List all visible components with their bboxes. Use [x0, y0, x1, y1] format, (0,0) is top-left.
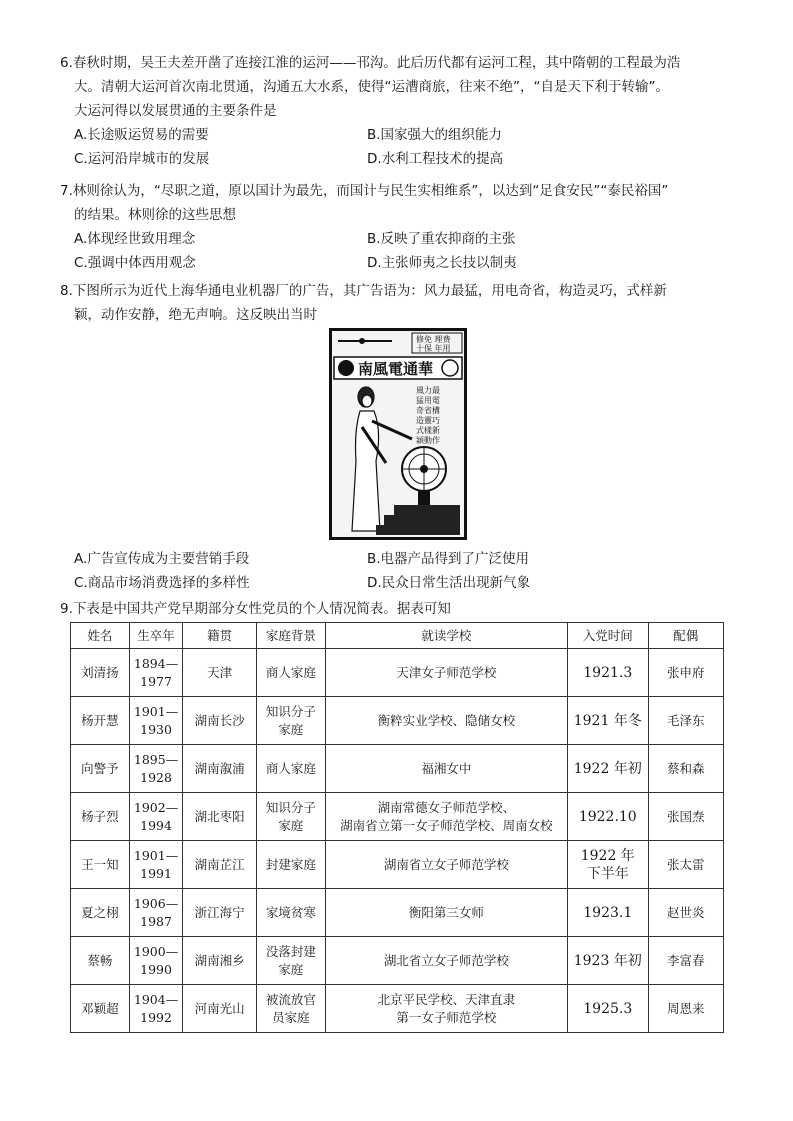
- cell-join-date: [567, 745, 648, 793]
- q7-option-b[interactable]: B.反映了重农抑商的主张: [367, 231, 516, 247]
- cell-name-line: 向警予: [81, 760, 119, 776]
- cell-family-line: 知识分子: [265, 799, 316, 815]
- cell-hometown: [183, 985, 257, 1033]
- cell-family: [256, 889, 325, 937]
- q8-option-c[interactable]: C.商品市场消费选择的多样性: [74, 575, 250, 591]
- cell-name-line: 王一知: [81, 856, 119, 872]
- cell-hometown-line: 天津: [207, 664, 233, 680]
- question-6: [60, 51, 750, 171]
- cell-join-date-line: 1922 年初: [573, 760, 642, 777]
- cell-school-line: 湖南常德女子师范学校、: [377, 799, 516, 815]
- q6-stem-line-1: 6.春秋时期，吴王夫差开凿了连接江淮的运河——邗沟。此后历代都有运河工程，其中隋朝的工程最为浩: [60, 55, 681, 71]
- q6-stem-line-2: 大。清朝大运河首次南北贯通，沟通五大水系，使得“运漕商旅，往来不绝”，“自是天下利于转输”。: [74, 79, 669, 95]
- cell-name: [71, 649, 130, 697]
- table-row: [71, 889, 724, 937]
- cell-family: [256, 841, 325, 889]
- table-row: [71, 697, 724, 745]
- header-years: 生卒年: [129, 623, 183, 649]
- cell-name: [71, 697, 130, 745]
- ad-slogan: [416, 385, 440, 445]
- table-row: [71, 745, 724, 793]
- cell-spouse-line: 张国焘: [667, 808, 705, 824]
- cell-join-date: [567, 889, 648, 937]
- cell-years-line: 1992: [140, 1009, 172, 1025]
- female-party-members-table: [70, 622, 724, 1033]
- cell-hometown-line: 湖南湘乡: [194, 952, 245, 968]
- cell-years-line: 1901—: [133, 847, 179, 863]
- cell-join-date-line: 下半年: [586, 865, 629, 882]
- cell-years-line: 1904—: [133, 991, 179, 1007]
- cell-years-line: 1990: [140, 961, 172, 977]
- cell-name-line: 夏之栩: [81, 904, 119, 920]
- cell-hometown-line: 湖南溆浦: [194, 760, 245, 776]
- ad-brand-text: 南風電通華: [358, 360, 434, 378]
- cell-school-line: 衡粹实业学校、隐储女校: [377, 712, 516, 728]
- cell-years-line: 1902—: [133, 799, 179, 815]
- cell-join-date: [567, 985, 648, 1033]
- cell-join-date: [567, 841, 648, 889]
- cell-school-line: 衡阳第三女师: [408, 904, 484, 920]
- cell-family: [256, 985, 325, 1033]
- cell-hometown-line: 河南光山: [194, 1000, 245, 1016]
- cell-join-date: [567, 697, 648, 745]
- cell-school-line: 第一女子师范学校: [396, 1009, 497, 1025]
- q8-option-a[interactable]: A.广告宣传成为主要营销手段: [74, 551, 250, 567]
- cell-years: [129, 697, 183, 745]
- q8-stem-line-2: 颖，动作安静，绝无声响。这反映出当时: [74, 307, 317, 323]
- header-family: 家庭背景: [256, 623, 325, 649]
- cell-school: [325, 889, 567, 937]
- cell-name-line: 邓颖超: [81, 1000, 119, 1016]
- cell-school: [325, 745, 567, 793]
- cell-name-line: 蔡畅: [87, 952, 113, 968]
- cell-spouse: [648, 649, 723, 697]
- cell-name: [71, 889, 130, 937]
- cell-school-line: 北京平民学校、天津直隶: [377, 991, 516, 1007]
- ad-top-right-text: 十保 年用: [416, 344, 451, 353]
- cell-join-date-line: 1921.3: [583, 664, 633, 681]
- cell-years-line: 1894—: [133, 655, 179, 671]
- cell-hometown: [183, 889, 257, 937]
- table-body: [71, 649, 724, 1033]
- cell-hometown-line: 湖南长沙: [194, 712, 245, 728]
- q6-option-a[interactable]: A.长途贩运贸易的需要: [74, 127, 209, 143]
- cell-name: [71, 745, 130, 793]
- cell-family: [256, 697, 325, 745]
- cell-family: [256, 793, 325, 841]
- cell-join-date-line: 1923.1: [583, 904, 633, 921]
- cell-family-line: 家庭: [278, 817, 304, 833]
- q7-options: [60, 227, 750, 275]
- q9-stem: 9.下表是中国共产党早期部分女性党员的个人情况简表。据表可知: [60, 601, 451, 617]
- cell-years-line: 1994: [140, 817, 172, 833]
- cell-years-line: 1991: [140, 865, 172, 881]
- cell-join-date: [567, 793, 648, 841]
- cell-hometown: [183, 745, 257, 793]
- svg-text:式樣新: 式樣新: [416, 426, 440, 435]
- table-row: [71, 649, 724, 697]
- cell-join-date: [567, 649, 648, 697]
- cell-name-line: 杨开慧: [81, 712, 119, 728]
- header-join-date: 入党时间: [567, 623, 648, 649]
- cell-family-line: 被流放官: [265, 991, 316, 1007]
- cell-spouse-line: 赵世炎: [667, 904, 705, 920]
- q6-option-d[interactable]: D.水利工程技术的提高: [367, 151, 504, 167]
- cell-name: [71, 985, 130, 1033]
- cell-years: [129, 889, 183, 937]
- cell-hometown-line: 湖南芷江: [194, 856, 245, 872]
- cell-hometown: [183, 937, 257, 985]
- cell-name: [71, 937, 130, 985]
- cell-spouse-line: 毛泽东: [667, 712, 705, 728]
- cell-school: [325, 697, 567, 745]
- cell-join-date-line: 1925.3: [583, 1000, 633, 1017]
- ad-base-blocks: [376, 505, 460, 535]
- cell-hometown: [183, 793, 257, 841]
- q7-stem-line-2: 的结果。林则徐的这些思想: [74, 207, 236, 223]
- question-8: [60, 279, 750, 327]
- cell-hometown-line: 湖北枣阳: [194, 808, 245, 824]
- cell-join-date-line: 1921 年冬: [573, 712, 642, 729]
- cell-spouse-line: 李富春: [667, 952, 705, 968]
- electric-fan-illustration: [402, 447, 446, 505]
- q8-option-d[interactable]: D.民众日常生活出现新气象: [367, 575, 531, 591]
- cell-school-line: 湖南省立第一女子师范学校、周南女校: [340, 817, 553, 833]
- cell-years-line: 1928: [140, 769, 172, 785]
- cell-spouse-line: 张太雷: [667, 856, 705, 872]
- q6-options: [60, 123, 750, 171]
- q8-options-wrapper: [60, 547, 750, 595]
- cell-hometown: [183, 697, 257, 745]
- ceiling-fan-icon: [338, 338, 392, 344]
- cell-school-line: 福湘女中: [421, 760, 472, 776]
- cell-years: [129, 937, 183, 985]
- cell-years: [129, 745, 183, 793]
- cell-school: [325, 649, 567, 697]
- q6-option-b[interactable]: B.国家强大的组织能力: [367, 127, 503, 143]
- cell-years-line: 1930: [140, 721, 172, 737]
- cell-family-line: 家庭: [278, 721, 304, 737]
- table-row: [71, 841, 724, 889]
- cell-spouse: [648, 937, 723, 985]
- cell-name-line: 杨子烈: [81, 808, 119, 824]
- cell-years-line: 1977: [140, 673, 172, 689]
- cell-school: [325, 985, 567, 1033]
- svg-text:造靈巧: 造靈巧: [416, 416, 440, 425]
- cell-name: [71, 841, 130, 889]
- cell-family-line: 商人家庭: [265, 664, 316, 680]
- cell-spouse-line: 蔡和森: [667, 760, 705, 776]
- cell-hometown: [183, 841, 257, 889]
- brand-logo-icon: [338, 360, 354, 376]
- fan-advertisement-image: [329, 328, 467, 540]
- cell-join-date-line: 1922.10: [578, 808, 637, 825]
- cell-years: [129, 841, 183, 889]
- question-7: [60, 179, 750, 275]
- cell-school-line: 天津女子师范学校: [396, 664, 497, 680]
- cell-spouse: [648, 793, 723, 841]
- svg-text:穎動作: 穎動作: [416, 436, 440, 445]
- table-row: [71, 793, 724, 841]
- cell-years: [129, 793, 183, 841]
- cell-spouse: [648, 985, 723, 1033]
- svg-text:風力最: 風力最: [416, 386, 440, 395]
- cell-spouse-line: 张申府: [667, 664, 705, 680]
- cell-spouse: [648, 841, 723, 889]
- q8-stem-line-1: 8.下图所示为近代上海华通电业机器厂的广告，其广告语为：风力最猛，用电奇省，构造灵巧，式样新: [60, 283, 667, 299]
- cell-years-line: 1987: [140, 913, 172, 929]
- cell-join-date-line: 1923 年初: [573, 952, 642, 969]
- cell-join-date: [567, 937, 648, 985]
- svg-text:奇省構: 奇省構: [416, 406, 440, 415]
- cell-family-line: 家庭: [278, 961, 304, 977]
- header-school: 就读学校: [325, 623, 567, 649]
- table-row: [71, 985, 724, 1033]
- cell-school: [325, 937, 567, 985]
- cell-family-line: 商人家庭: [265, 760, 316, 776]
- cell-family: [256, 649, 325, 697]
- q6-option-c[interactable]: C.运河沿岸城市的发展: [74, 151, 210, 167]
- cell-family-line: 封建家庭: [265, 856, 316, 872]
- cell-school: [325, 841, 567, 889]
- cell-years-line: 1901—: [133, 703, 179, 719]
- cell-family-line: 知识分子: [265, 703, 316, 719]
- cell-years-line: 1900—: [133, 943, 179, 959]
- cell-family: [256, 745, 325, 793]
- cell-spouse: [648, 889, 723, 937]
- cell-school-line: 湖南省立女子师范学校: [383, 856, 509, 872]
- cell-years-line: 1895—: [133, 751, 179, 767]
- question-9: [60, 597, 750, 621]
- cell-years: [129, 985, 183, 1033]
- header-name: 姓名: [71, 623, 130, 649]
- q7-option-d[interactable]: D.主张师夷之长技以制夷: [367, 255, 517, 271]
- cell-family-line: 没落封建: [265, 943, 316, 959]
- cell-school-line: 湖北省立女子师范学校: [383, 952, 509, 968]
- cell-family-line: 员家庭: [272, 1009, 310, 1025]
- q8-options: [60, 547, 750, 595]
- q7-stem-line-1: 7.林则徐认为，“尽职之道，原以国计为最先，而国计与民生实相维系”，以达到“足食安民”“泰民裕国”: [60, 183, 669, 199]
- header-hometown: 籍贯: [183, 623, 257, 649]
- table-header-row: [71, 623, 724, 649]
- cell-family: [256, 937, 325, 985]
- cell-spouse-line: 周恩来: [667, 1000, 705, 1016]
- cell-name: [71, 793, 130, 841]
- svg-text:猛用電: 猛用電: [416, 396, 440, 405]
- ad-top-left-text: 修免 理费: [416, 335, 451, 344]
- cell-spouse: [648, 697, 723, 745]
- cell-name-line: 刘清扬: [81, 664, 119, 680]
- cell-family-line: 家境贫寒: [265, 904, 316, 920]
- cell-join-date-line: 1922 年: [580, 847, 635, 864]
- q7-option-a[interactable]: A.体现经世致用理念: [74, 231, 196, 247]
- cell-school: [325, 793, 567, 841]
- q6-stem-line-3: 大运河得以发展贯通的主要条件是: [74, 103, 277, 119]
- cell-years-line: 1906—: [133, 895, 179, 911]
- header-spouse: 配偶: [648, 623, 723, 649]
- q8-option-b[interactable]: B.电器产品得到了广泛使用: [367, 551, 530, 567]
- cell-spouse: [648, 745, 723, 793]
- cell-years: [129, 649, 183, 697]
- cell-hometown: [183, 649, 257, 697]
- q7-option-c[interactable]: C.强调中体西用观念: [74, 255, 196, 271]
- table-row: [71, 937, 724, 985]
- cell-hometown-line: 浙江海宁: [194, 904, 245, 920]
